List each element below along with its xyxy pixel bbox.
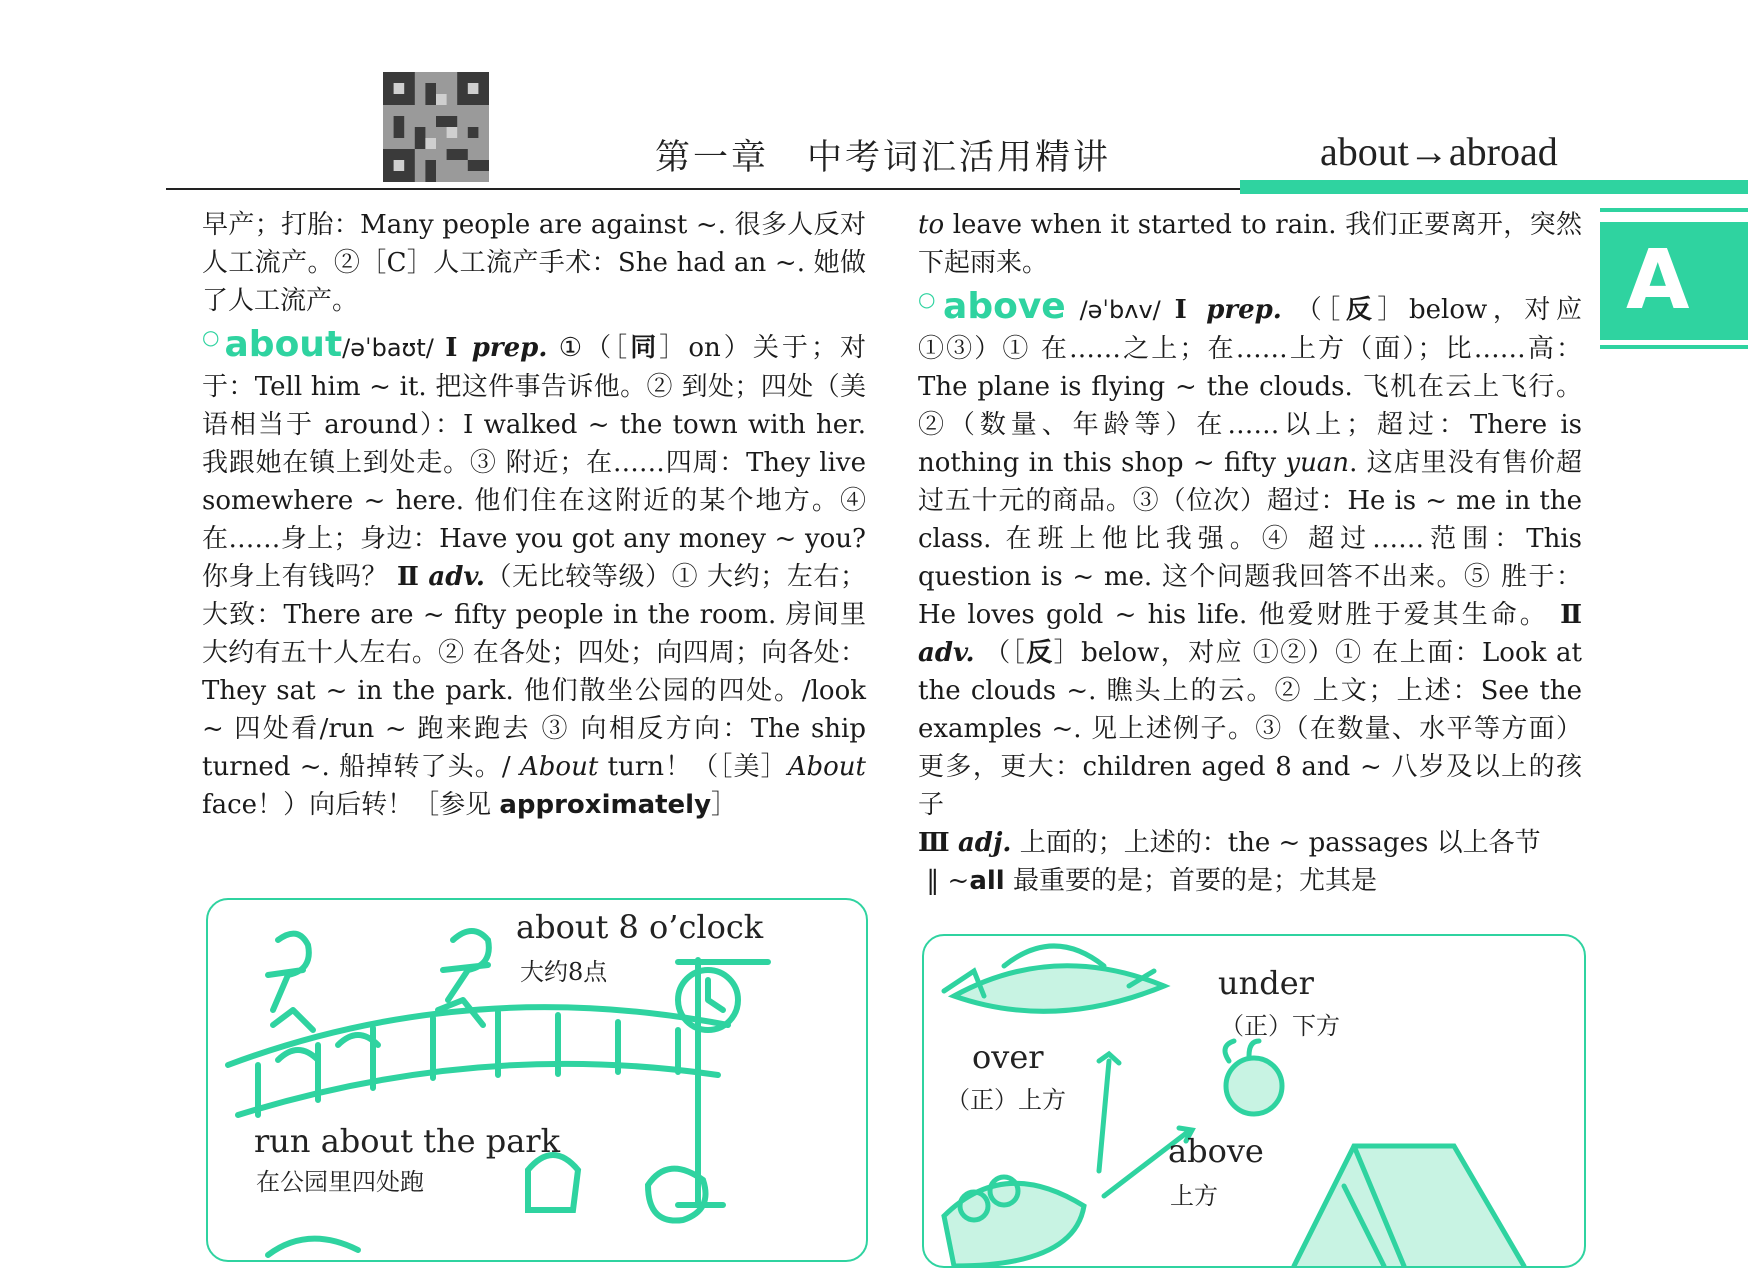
definition-text: ①（［ bbox=[558, 333, 631, 363]
header-accent-bar bbox=[1240, 180, 1748, 194]
entry-above bbox=[918, 288, 1582, 900]
label-synonym: 同 bbox=[630, 333, 660, 363]
example-word: yuan bbox=[1285, 448, 1350, 478]
definition-text: face！）向后转！［参见 bbox=[202, 790, 500, 820]
part-of-speech: adv. bbox=[428, 562, 485, 592]
pronunciation: /əˈbʌv/ bbox=[1079, 296, 1161, 324]
headword: above bbox=[943, 286, 1066, 327]
phrase: all bbox=[969, 866, 1005, 896]
part-of-speech: prep. bbox=[471, 333, 548, 363]
sense-number: Ⅰ bbox=[1174, 295, 1193, 325]
definition-text: （［ bbox=[984, 638, 1027, 668]
illustration-about bbox=[206, 898, 868, 1262]
letter-index-tab: A bbox=[1600, 222, 1748, 340]
page-headword-range: about→abroad bbox=[1320, 129, 1558, 174]
label-antonym: 反 bbox=[1345, 295, 1378, 325]
tab-rule-top bbox=[1600, 208, 1748, 212]
example-word: About bbox=[787, 752, 866, 782]
definition-text: （［ bbox=[1295, 295, 1346, 325]
caption-over: over bbox=[972, 1038, 1044, 1076]
caption-run-about-zh: 在公园里四处跑 bbox=[256, 1168, 424, 1196]
caption-about-8-oclock-zh: 大约8点 bbox=[520, 958, 608, 986]
entry-bullet-icon: ○ bbox=[202, 325, 223, 349]
caption-over-zh: （正）上方 bbox=[946, 1086, 1066, 1114]
definition-text: 最重要的是；首要的是；尤其是 bbox=[1004, 866, 1377, 896]
definition-text: ］ bbox=[711, 790, 738, 820]
cross-reference: approximately bbox=[499, 790, 712, 820]
definition-text: ］below，对应 ①②）① 在上面：Look at the clouds ~. 瞧头上的云。② 上文；上述：See the examples ~. 见上述例子。③（在数量、水平等方面）更多，更大：children aged 8 and ~ 八岁及以上的孩子 bbox=[918, 638, 1583, 820]
header-rule bbox=[166, 188, 1246, 190]
part-of-speech: adv. bbox=[918, 638, 975, 668]
caption-under-zh: （正）下方 bbox=[1220, 1012, 1340, 1040]
example-word: to bbox=[918, 210, 945, 240]
sense-number: Ⅱ bbox=[396, 562, 420, 592]
left-column bbox=[202, 206, 866, 824]
caption-above-zh: 上方 bbox=[1170, 1182, 1218, 1210]
continued-entry: 早产；打胎：Many people are against ~. 很多人反对人工流产。②［C］人工流产手术：She had an ~. 她做了人工流产。 bbox=[202, 210, 866, 316]
continued-text: leave when it started to rain. 我们正要离开，突然下起雨来。 bbox=[918, 210, 1582, 278]
entry-about bbox=[202, 326, 866, 824]
caption-about-8-oclock: about 8 o’clock bbox=[516, 908, 764, 946]
example-word: About bbox=[520, 752, 599, 782]
entry-bullet-icon: ○ bbox=[918, 287, 942, 311]
caption-under: under bbox=[1218, 964, 1314, 1002]
illustration-above bbox=[922, 934, 1586, 1268]
part-of-speech: prep. bbox=[1206, 295, 1282, 325]
continued-entry bbox=[918, 206, 1582, 282]
caption-above: above bbox=[1168, 1132, 1264, 1170]
definition-text: . 这店里没有售价超过五十元的商品。③（位次）超过：He is ~ me in the class. 在班上他比我强。④ 超过……范围：This question is ~ me. 这个问题我回答不出来。⑤ 胜于：He loves gold ~ his life. 他爱财胜于爱其生命。 bbox=[918, 448, 1582, 630]
sense-number: Ⅰ bbox=[445, 333, 461, 363]
phrase-marker: ‖ ~ bbox=[926, 866, 970, 896]
sense-number: Ⅲ bbox=[918, 828, 950, 858]
qr-code bbox=[383, 72, 489, 182]
pronunciation: /əˈbaʊt/ bbox=[342, 334, 434, 362]
definition-text: turn！（［美］ bbox=[598, 752, 788, 782]
right-column bbox=[918, 206, 1582, 900]
definition-text: 上面的；上述的：the ~ passages 以上各节 bbox=[1011, 828, 1541, 858]
caption-run-about: run about the park bbox=[254, 1122, 560, 1160]
definition-text: ］on）关于；对于：Tell him ~ it. 把这件事告诉他。② 到处；四处（美语相当于 around）：I walked ~ the town with her. 我跟她在镇上到处走。③ 附近；在……四周：They live somewhere ~ here. 他们住在这附近的某个地方。④ 在……身上；身边：Have you got any money ~ you? 你身上有钱吗？ bbox=[202, 333, 867, 592]
definition-text: （无比较等级）① 大约；左右；大致：There are ~ fifty people in the room. 房间里大约有五十人左右。② 在各处；四处；向四周；向各处：They sat ~ in the park. 他们散坐公园的四处。/look ~ 四处看/run ~ 跑来跑去 ③ 向相反方向：The ship turned ~. 船掉转了头。/ bbox=[202, 562, 866, 782]
tab-rule-bottom bbox=[1600, 345, 1748, 349]
chapter-title: 第一章 中考词汇活用精讲 bbox=[655, 138, 1112, 178]
headword: about bbox=[224, 324, 343, 365]
definition-text: ］below，对应 ①③）① 在……之上；在……上方（面）；比……高：The plane is flying ~ the clouds. 飞机在云上飞行。②（数量、年龄等）在……以上；超过：There is nothing in this shop ~ fifty bbox=[918, 295, 1582, 478]
label-antonym: 反 bbox=[1026, 638, 1054, 668]
sense-number: Ⅱ bbox=[1560, 600, 1583, 630]
part-of-speech: adj. bbox=[957, 828, 1012, 858]
